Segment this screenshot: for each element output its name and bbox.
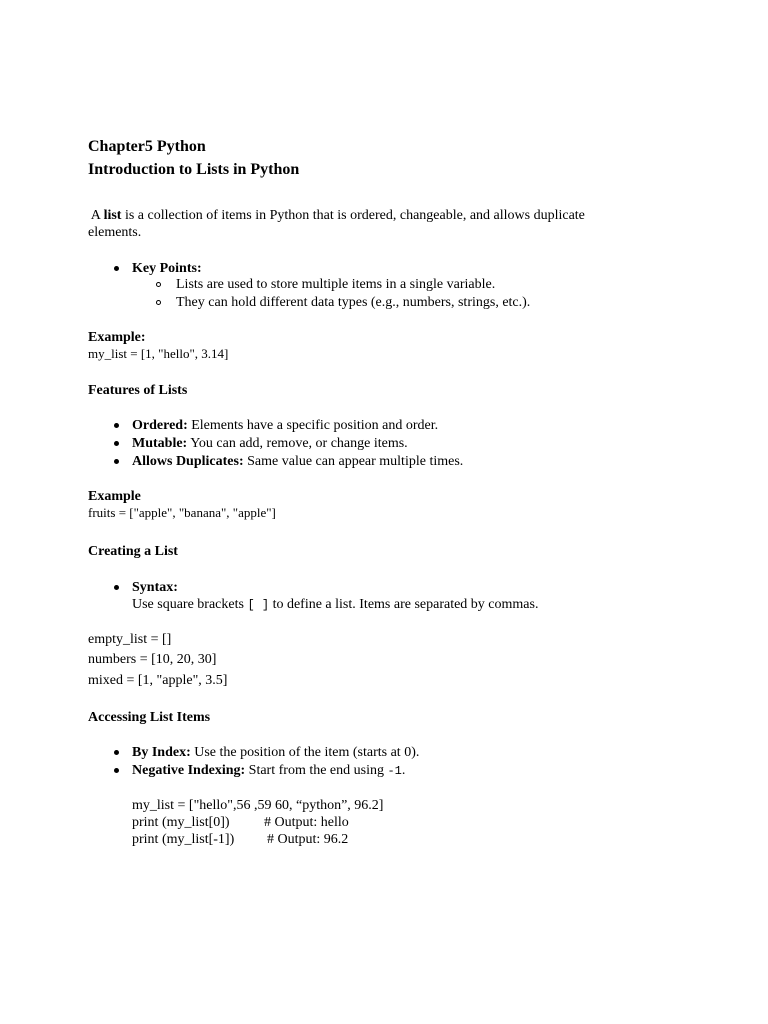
code-line: mixed = [1, "apple", 3.5] [88, 673, 228, 688]
negative-index-code: -1 [387, 764, 402, 778]
intro-prefix: A [88, 208, 104, 223]
chapter-title: Chapter5 Python [88, 138, 206, 155]
sub-bullet-icon [156, 300, 161, 305]
syntax-description [132, 596, 538, 614]
bullet-icon [114, 266, 119, 271]
access-code-line: my_list = ["hello",56 ,59 60, “python”, 96.2] [132, 798, 384, 813]
syntax-pre: Use square brackets [132, 597, 248, 612]
section-title: Introduction to Lists in Python [88, 161, 300, 178]
bullet-icon [114, 768, 119, 773]
by-index-text: Use the position of the item (starts at 0). [190, 745, 420, 760]
key-point-item: They can hold different data types (e.g., numbers, strings, etc.). [176, 295, 531, 310]
by-index-item [132, 744, 419, 761]
by-index-label: By Index: [132, 745, 191, 760]
feature-text: Elements have a specific position and order. [187, 418, 439, 433]
sub-bullet-icon [156, 282, 161, 287]
access-code-comment: # Output: 96.2 [267, 832, 349, 847]
key-point-item: Lists are used to store multiple items in a single variable. [176, 277, 496, 292]
negative-index-item [132, 762, 405, 780]
feature-text: Same value can appear multiple times. [243, 454, 464, 469]
feature-item [132, 453, 463, 470]
feature-item [132, 435, 408, 452]
negative-index-label: Negative Indexing: [132, 763, 246, 778]
example-code: fruits = ["apple", "banana", "apple"] [88, 505, 276, 520]
access-code-line: print (my_list[0]) [132, 815, 230, 830]
bullet-icon [114, 441, 119, 446]
syntax-code: [ ] [247, 598, 270, 612]
code-line: numbers = [10, 20, 30] [88, 652, 217, 667]
bullet-icon [114, 459, 119, 464]
syntax-post: to define a list. Items are separated by commas. [269, 597, 539, 612]
feature-label: Mutable: [132, 436, 188, 451]
creating-heading: Creating a List [88, 544, 178, 559]
intro-term: list [103, 208, 122, 223]
example-label: Example [88, 489, 141, 504]
bullet-icon [114, 585, 119, 590]
negative-index-text: Start from the end using [245, 763, 388, 778]
key-points-label: Key Points: [132, 261, 202, 276]
accessing-heading: Accessing List Items [88, 710, 211, 725]
bullet-icon [114, 423, 119, 428]
feature-label: Allows Duplicates: [132, 454, 244, 469]
negative-index-end: . [401, 763, 406, 778]
bullet-icon [114, 750, 119, 755]
syntax-label: Syntax: [132, 580, 178, 595]
intro-line-1 [88, 207, 585, 224]
features-heading: Features of Lists [88, 383, 188, 398]
example-label: Example: [88, 330, 146, 345]
access-code-line: print (my_list[-1]) [132, 832, 235, 847]
access-code-comment: # Output: hello [264, 815, 349, 830]
feature-item [132, 417, 438, 434]
feature-label: Ordered: [132, 418, 188, 433]
code-line: empty_list = [] [88, 632, 172, 647]
intro-line-2: elements. [88, 225, 142, 240]
intro-line1-rest: is a collection of items in Python that is ordered, changeable, and allows duplicate [121, 208, 585, 223]
feature-text: You can add, remove, or change items. [187, 436, 408, 451]
example-code: my_list = [1, "hello", 3.14] [88, 346, 229, 361]
